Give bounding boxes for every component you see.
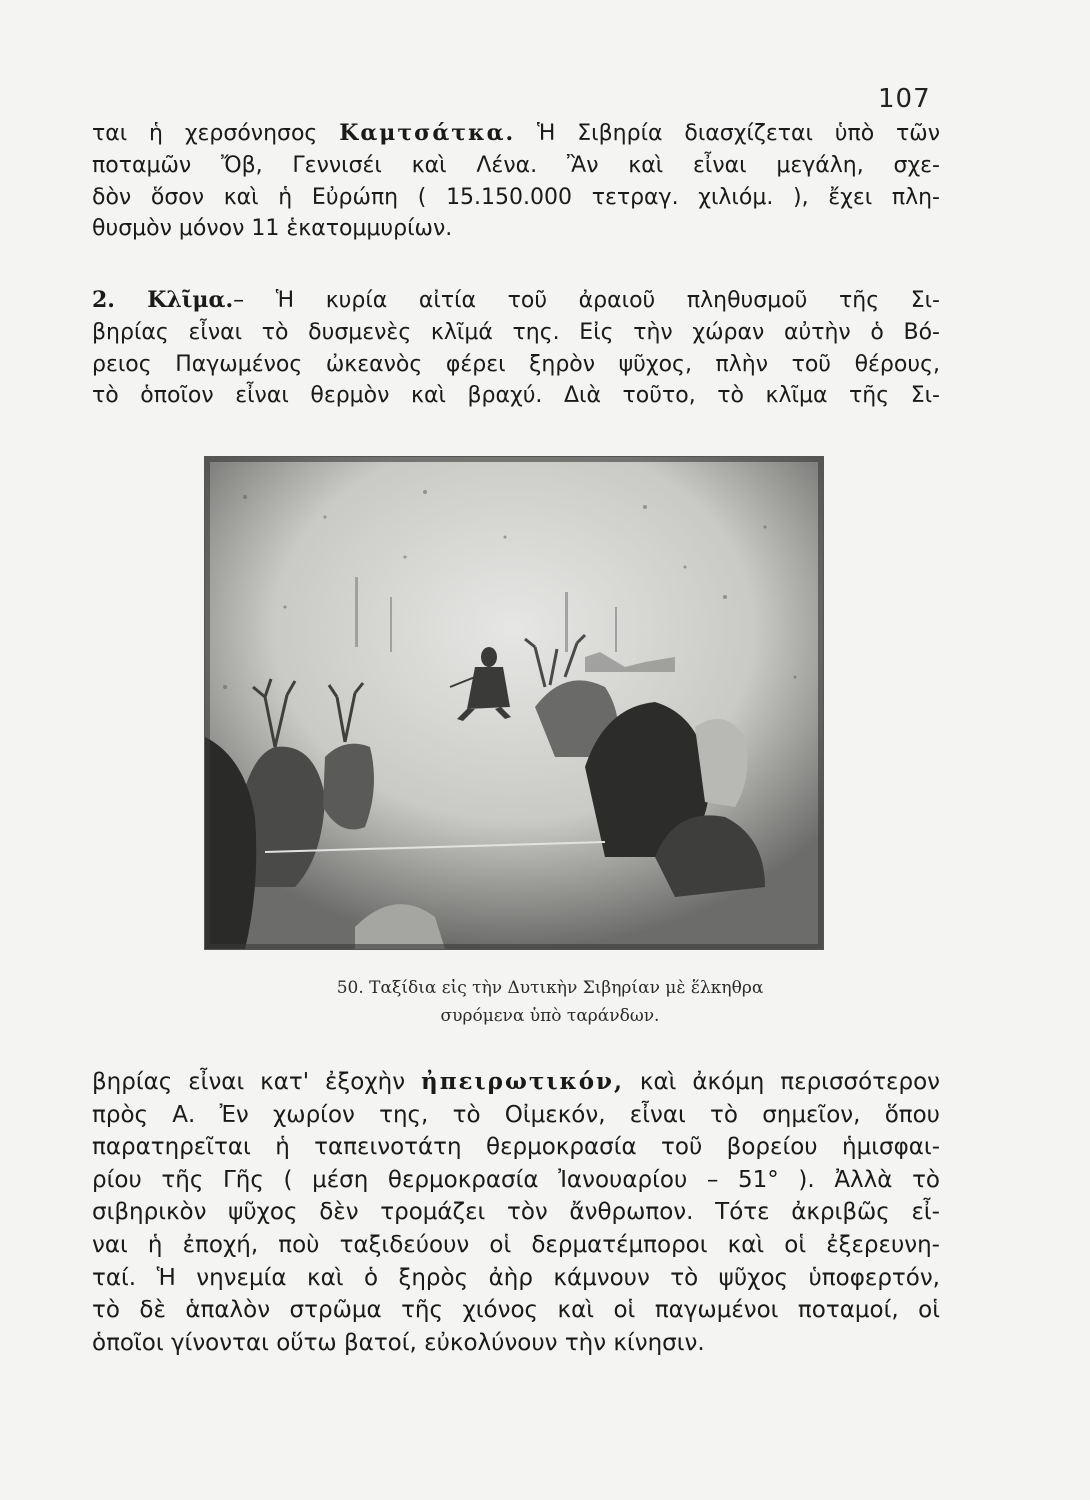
text-line: ται ἡ χερσόνησος Καμτσάτκα. Ἡ Σιβηρία διασχίζεται ὑπὸ τῶν: [92, 120, 940, 146]
section-heading-climate: 2. Κλῖμα.: [92, 287, 234, 313]
text-line: ρίου τῆς Γῆς ( μέση θερμοκρασία Ἰανουαρίου – 51° ). Ἀλλὰ τὸ: [92, 1166, 940, 1193]
text-line: παρατηρεῖται ἡ ταπεινοτάτη θερμοκρασία τοῦ βορείου ἡμισφαι-: [92, 1134, 940, 1161]
text-line: πρὸς Α. Ἐν χωρίον της, τὸ Οἰμεκόν, εἶναι τὸ σημεῖον, ὅπου: [92, 1101, 940, 1128]
photo-illustration: [205, 457, 823, 949]
term-continental: ἠπειρωτικόν,: [420, 1068, 624, 1095]
page-number: 107: [878, 84, 931, 114]
text-line: ρειος Παγωμένος ὠκεανὸς φέρει ξηρὸν ψῦχος, πλὴν τοῦ θέρους,: [92, 351, 940, 377]
text-line: ναι ἡ ἐποχή, ποὺ ταξιδεύουν οἱ δερματέμποροι καὶ οἱ ἐξερευνη-: [92, 1231, 940, 1258]
text-line: ποταμῶν Ὄβ, Γεννισέι καὶ Λένα. Ἂν καὶ εἶναι μεγάλη, σχε-: [92, 152, 940, 178]
text-line: βηρίας εἶναι κατ' ἐξοχὴν ἠπειρωτικόν, καὶ ἀκόμη περισσότερον: [92, 1068, 940, 1095]
caption-line: συρόμενα ὑπὸ ταράνδων.: [440, 1006, 660, 1026]
text-line: τὸ ὁποῖον εἶναι θερμὸν καὶ βραχύ. Διὰ τοῦτο, τὸ κλῖμα τῆς Σι-: [92, 383, 940, 409]
paragraph-climate: [92, 285, 940, 412]
text-line: βηρίας εἶναι τὸ δυσμενὲς κλῖμά της. Εἰς τὴν χώραν αὐτὴν ὁ Βό-: [92, 319, 940, 345]
text-line: σιβηρικὸν ψῦχος δὲν τρομάζει τὸν ἄνθρωπον. Τότε ἀκριβῶς εἶ-: [92, 1199, 940, 1226]
photo-reindeer-sleds: [204, 456, 824, 950]
text-line: δὸν ὅσον καὶ ἡ Εὐρώπη ( 15.150.000 τετραγ. χιλιόμ. ), ἔχει πλη-: [92, 184, 940, 210]
text-line: ὁποῖοι γίνονται οὕτω βατοί, εὐκολύνουν τὴν κίνησιν.: [92, 1329, 705, 1356]
paragraph-continental: [92, 1066, 940, 1359]
text-line: ταί. Ἡ νηνεμία καὶ ὁ ξηρὸς ἀὴρ κάμνουν τὸ ψῦχος ὑποφερτόν,: [92, 1264, 940, 1291]
caption-line: 50. Ταξίδια εἰς τὴν Δυτικὴν Σιβηρίαν μὲ ἕλκηθρα: [336, 978, 764, 998]
figure-caption: [250, 974, 850, 1030]
term-kamchatka: Καμτσάτκα.: [339, 120, 516, 146]
text-line: θυσμὸν μόνον 11 ἑκατομμυρίων.: [92, 216, 453, 242]
text-line: 2. Κλῖμα.– Ἡ κυρία αἰτία τοῦ ἀραιοῦ πληθυσμοῦ τῆς Σι-: [92, 287, 940, 313]
text-line: τὸ δὲ ἁπαλὸν στρῶμα τῆς χιόνος καὶ οἱ παγωμένοι ποταμοί, οἱ: [92, 1297, 940, 1324]
paragraph-kamchatka: [92, 118, 940, 245]
